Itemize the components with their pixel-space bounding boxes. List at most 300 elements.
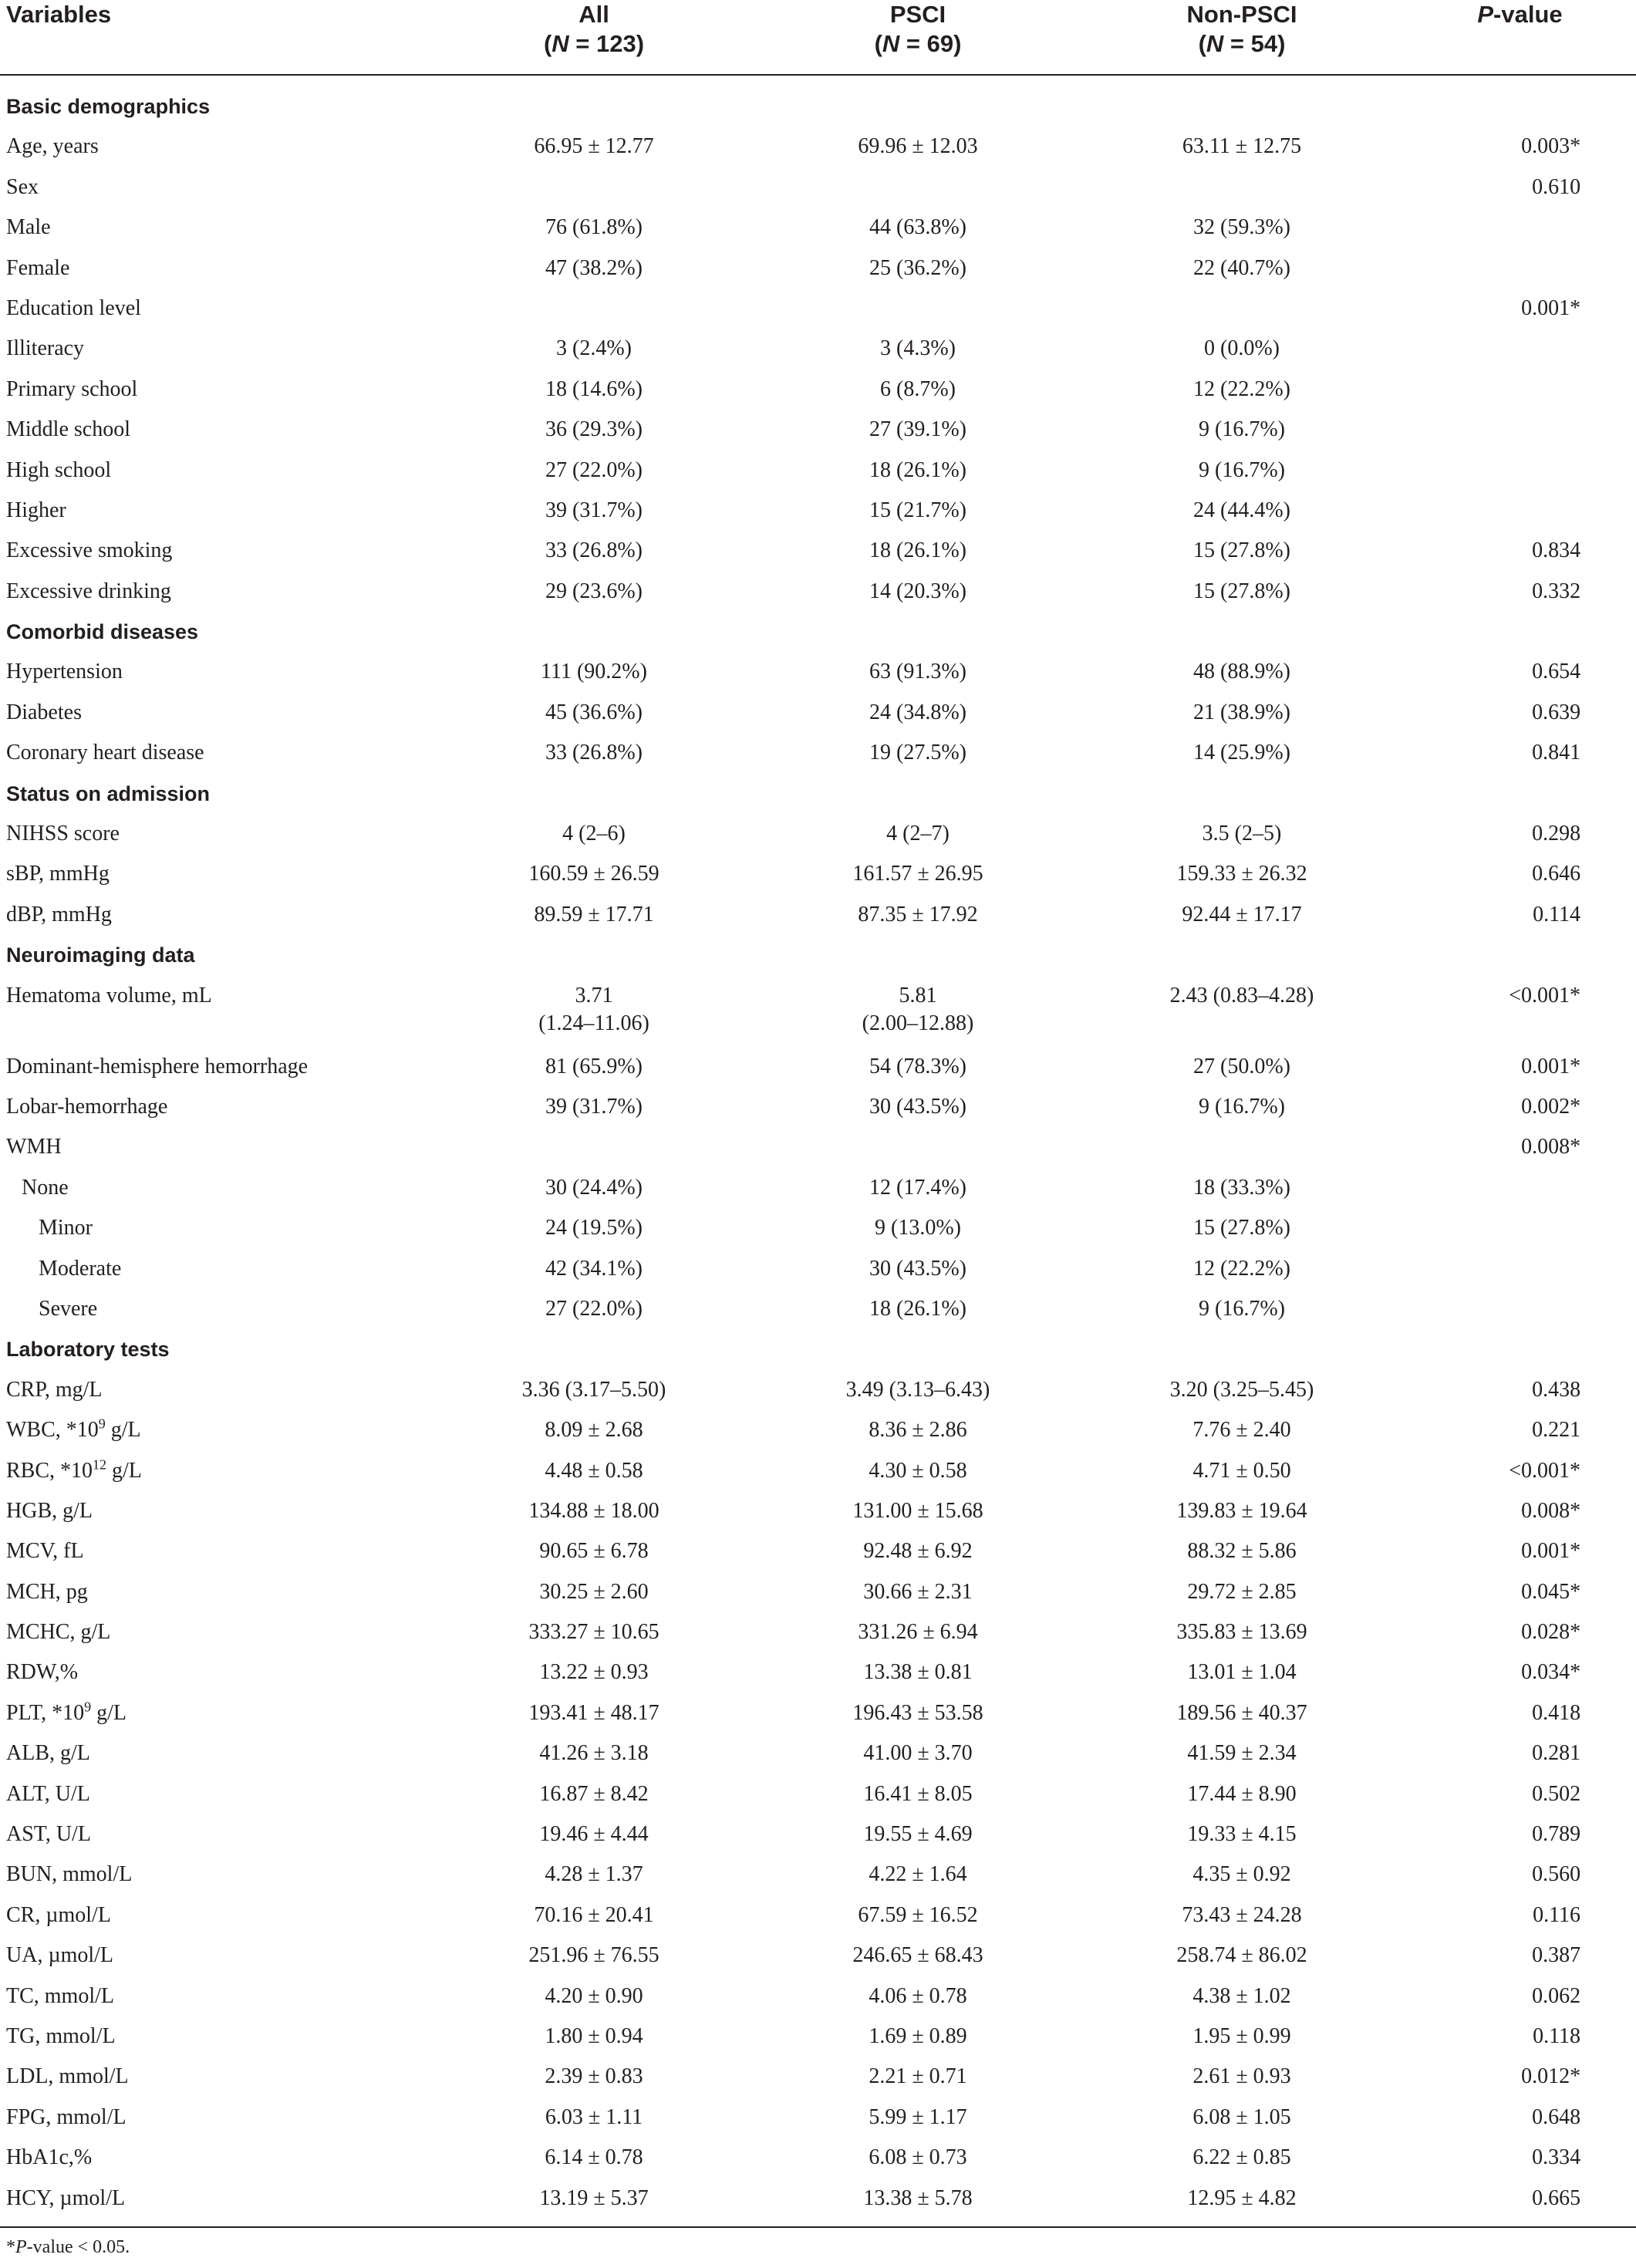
section-header-row (0, 93, 1636, 133)
cell-psci: 246.65 ± 68.43 (852, 1943, 983, 1968)
cell-all: 39 (31.7%) (545, 498, 643, 522)
row-label: Primary school (6, 376, 138, 401)
row-label: Severe (39, 1296, 98, 1321)
cell-psci: 4.22 ± 1.64 (869, 1862, 967, 1887)
cell-psci: 3 (4.3%) (880, 336, 956, 361)
cell-non-psci: 22 (40.7%) (1193, 255, 1290, 280)
row-label: MCV, fL (6, 1539, 84, 1564)
cell-psci: 161.57 ± 26.95 (852, 862, 983, 886)
table-row (0, 1376, 1636, 1416)
cell-psci (756, 1133, 1080, 1173)
cell-psci: 6 (8.7%) (880, 376, 956, 401)
table-row (0, 1174, 1636, 1214)
table-row (0, 1093, 1636, 1133)
row-label: Excessive drinking (6, 579, 171, 603)
cell-all: 111 (90.2%) (541, 660, 647, 684)
cell-p-value: <0.001* (1509, 1458, 1581, 1483)
cell-all: 193.41 ± 48.17 (528, 1700, 659, 1725)
cell-psci: 131.00 ± 15.68 (852, 1498, 983, 1523)
cell-non-psci: 4.38 ± 1.02 (1192, 1983, 1291, 2008)
cell-non-psci: 7.76 ± 2.40 (1192, 1418, 1291, 1443)
cell-psci: 30 (43.5%) (869, 1256, 966, 1281)
cell-psci: 1.69 ± 0.89 (869, 2023, 967, 2048)
cell-psci: 19 (27.5%) (869, 741, 966, 765)
cell-p-value (1404, 1174, 1636, 1214)
cell-p-value: 0.281 (1532, 1741, 1581, 1766)
cell-non-psci: 9 (16.7%) (1199, 417, 1285, 442)
cell-all (432, 174, 756, 214)
cell-p-value: 0.034* (1521, 1660, 1581, 1685)
cell-psci: 16.41 ± 8.05 (863, 1781, 973, 1806)
cell-all: 8.09 ± 2.68 (545, 1418, 643, 1443)
cell-p-value (1404, 255, 1636, 295)
cell-all: 18 (14.6%) (545, 376, 643, 401)
cell-psci: 41.00 ± 3.70 (863, 1741, 973, 1766)
row-label: CRP, mg/L (6, 1377, 103, 1402)
cell-non-psci: 13.01 ± 1.04 (1187, 1660, 1297, 1685)
cell-p-value (1404, 457, 1636, 497)
table-row (0, 174, 1636, 214)
cell-psci: 30.66 ± 2.31 (863, 1579, 973, 1604)
cell-non-psci: 258.74 ± 86.02 (1176, 1943, 1307, 1968)
cell-p-value: 0.002* (1521, 1094, 1581, 1119)
cell-all: 89.59 ± 17.71 (534, 902, 654, 926)
table-row (0, 1497, 1636, 1537)
cell-non-psci: 159.33 ± 26.32 (1176, 862, 1307, 886)
cell-all: 47 (38.2%) (545, 255, 643, 280)
cell-non-psci: 9 (16.7%) (1199, 457, 1285, 482)
cell-non-psci: 19.33 ± 4.15 (1187, 1822, 1297, 1847)
cell-p-value: 0.012* (1521, 2064, 1581, 2089)
table-row (0, 255, 1636, 295)
footnote: *P-value < 0.05. (6, 2237, 130, 2257)
cell-all (432, 1133, 756, 1173)
row-label: sBP, mmHg (6, 862, 110, 886)
cell-p-value: 0.001* (1521, 1539, 1581, 1564)
row-label: HGB, g/L (6, 1498, 93, 1523)
table-row (0, 295, 1636, 335)
cell-all: 6.03 ± 1.11 (545, 2104, 643, 2129)
cell-p-value: 0.789 (1532, 1822, 1581, 1847)
table-row (0, 457, 1636, 497)
section-header-row (0, 1335, 1636, 1375)
table-row (0, 1659, 1636, 1699)
row-label: WBC, $*10^9$ g/L (6, 1416, 141, 1443)
cell-p-value: 0.114 (1533, 902, 1581, 926)
table-row (0, 1861, 1636, 1901)
cell-non-psci: 73.43 ± 24.28 (1182, 1902, 1302, 1927)
cell-non-psci: 14 (25.9%) (1193, 741, 1290, 765)
cell-psci: 12 (17.4%) (869, 1175, 966, 1200)
row-label: MCH, pg (6, 1579, 88, 1604)
cell-non-psci: 24 (44.4%) (1193, 498, 1290, 522)
row-label: ALB, g/L (6, 1741, 90, 1766)
cell-all: 30.25 ± 2.60 (539, 1579, 649, 1604)
table-row (0, 497, 1636, 537)
cell-psci: 92.48 ± 6.92 (863, 1539, 973, 1564)
row-label: Diabetes (6, 700, 82, 724)
row-label: Hypertension (6, 660, 123, 684)
cell-p-value (1404, 497, 1636, 537)
cell-non-psci: 92.44 ± 17.17 (1182, 902, 1302, 926)
table-row (0, 1416, 1636, 1456)
cell-non-psci: 12.95 ± 4.82 (1187, 2185, 1297, 2210)
section-label: Laboratory tests (6, 1338, 170, 1362)
cell-all: 4.48 ± 0.58 (545, 1458, 643, 1483)
cell-all: 160.59 ± 26.59 (528, 862, 659, 886)
cell-all: 6.14 ± 0.78 (545, 2145, 643, 2170)
cell-all: 90.65 ± 6.78 (539, 1539, 649, 1564)
cell-p-value: 0.221 (1532, 1418, 1581, 1443)
cell-p-value (1404, 416, 1636, 456)
row-label: LDL, mmol/L (6, 2064, 129, 2089)
cell-psci: 4.06 ± 0.78 (869, 1983, 967, 2008)
row-label: Age, years (6, 134, 99, 159)
cell-psci: 69.96 ± 12.03 (858, 134, 978, 159)
row-label: MCHC, g/L (6, 1620, 111, 1645)
table-row (0, 1983, 1636, 2023)
cell-non-psci (1080, 1133, 1404, 1173)
cell-psci: 19.55 ± 4.69 (863, 1822, 973, 1847)
row-label: TG, mmol/L (6, 2023, 116, 2048)
table-row (0, 1942, 1636, 1982)
cell-p-value: 0.560 (1532, 1862, 1581, 1887)
cell-non-psci: 9 (16.7%) (1199, 1296, 1285, 1321)
cell-non-psci: 2.43 (0.83–4.28) (1169, 983, 1314, 1007)
cell-all: 24 (19.5%) (545, 1216, 643, 1240)
cell-non-psci (1080, 295, 1404, 335)
section-header-row (0, 618, 1636, 658)
table-row (0, 2063, 1636, 2103)
cell-non-psci (1080, 174, 1404, 214)
cell-all: 251.96 ± 76.55 (528, 1943, 659, 1968)
table-row (0, 699, 1636, 739)
cell-p-value: 0.646 (1532, 862, 1581, 886)
cell-psci: 331.26 ± 6.94 (858, 1620, 978, 1645)
cell-all: 39 (31.7%) (545, 1094, 643, 1119)
cell-non-psci: 29.72 ± 2.85 (1187, 1579, 1297, 1604)
cell-psci (756, 174, 1080, 214)
cell-non-psci: 4.71 ± 0.50 (1192, 1458, 1291, 1483)
cell-all: 16.87 ± 8.42 (539, 1781, 649, 1806)
cell-p-value (1404, 214, 1636, 254)
row-label: TC, mmol/L (6, 1983, 114, 2008)
table-row (0, 1255, 1636, 1295)
cell-psci: 6.08 ± 0.73 (869, 2145, 967, 2170)
table-row (0, 578, 1636, 618)
cell-p-value: 0.001* (1521, 1054, 1581, 1078)
cell-psci: 67.59 ± 16.52 (858, 1902, 978, 1927)
cell-p-value: 0.841 (1532, 741, 1581, 765)
cell-psci: 54 (78.3%) (869, 1054, 966, 1078)
cell-psci: 18 (26.1%) (869, 1296, 966, 1321)
cell-all: 33 (26.8%) (545, 741, 643, 765)
cell-all: 42 (34.1%) (545, 1256, 643, 1281)
row-label: RDW,% (6, 1660, 79, 1685)
cell-p-value: 0.008* (1521, 1498, 1581, 1523)
cell-psci: 3.49 (3.13–6.43) (845, 1377, 990, 1402)
row-label: RBC, $*10^{12}$ g/L (6, 1456, 142, 1483)
table-row (0, 133, 1636, 173)
table-row (0, 1457, 1636, 1497)
cell-all: 81 (65.9%) (545, 1054, 643, 1078)
cell-all: 30 (24.4%) (545, 1175, 643, 1200)
cell-all: 3.36 (3.17–5.50) (521, 1377, 666, 1402)
table-row (0, 1780, 1636, 1821)
section-header-row (0, 780, 1636, 820)
row-label: Female (6, 255, 70, 280)
cell-all: 27 (22.0%) (545, 457, 643, 482)
cell-psci: 15 (21.7%) (869, 498, 966, 522)
cell-p-value (1404, 1255, 1636, 1295)
table-row (0, 416, 1636, 456)
cell-non-psci: 139.83 ± 19.64 (1176, 1498, 1307, 1523)
cell-non-psci: 15 (27.8%) (1193, 579, 1290, 603)
cell-p-value: 0.003* (1521, 134, 1581, 159)
row-label: BUN, mmol/L (6, 1862, 133, 1887)
section-header-row (0, 941, 1636, 981)
cell-non-psci: 4.35 ± 0.92 (1192, 1862, 1291, 1887)
table-row (0, 537, 1636, 577)
table-row (0, 214, 1636, 254)
table-row (0, 658, 1636, 698)
row-label: PLT, $*10^9$ g/L (6, 1699, 127, 1725)
table-row (0, 2023, 1636, 2063)
table-row (0, 1740, 1636, 1780)
cell-non-psci: 17.44 ± 8.90 (1187, 1781, 1297, 1806)
cell-psci: 5.99 ± 1.17 (869, 2104, 967, 2129)
cell-p-value: 0.298 (1532, 822, 1581, 846)
cell-p-value: 0.610 (1532, 174, 1581, 199)
row-label: None (22, 1175, 69, 1200)
cell-p-value: 0.332 (1532, 579, 1581, 603)
cell-non-psci: 21 (38.9%) (1193, 700, 1290, 724)
cell-all: 19.46 ± 4.44 (539, 1822, 649, 1847)
cell-p-value (1404, 1295, 1636, 1335)
row-label: Illiteracy (6, 336, 85, 361)
cell-all: 29 (23.6%) (545, 579, 643, 603)
cell-p-value: 0.028* (1521, 1620, 1581, 1645)
cell-p-value (1404, 376, 1636, 416)
cell-non-psci: 32 (59.3%) (1193, 215, 1290, 240)
cell-psci: 18 (26.1%) (869, 457, 966, 482)
cell-p-value: 0.062 (1532, 1983, 1581, 2008)
table-row (0, 739, 1636, 779)
section-label: Status on admission (6, 781, 211, 805)
cell-p-value: 0.418 (1532, 1700, 1581, 1725)
cell-non-psci: 12 (22.2%) (1193, 376, 1290, 401)
bottom-rule (0, 2226, 1636, 2228)
row-label: Coronary heart disease (6, 741, 204, 765)
cell-non-psci: 12 (22.2%) (1193, 1256, 1290, 1281)
table-row (0, 376, 1636, 416)
row-label: Higher (6, 498, 66, 522)
cell-non-psci: 88.32 ± 5.86 (1187, 1539, 1297, 1564)
cell-psci: 87.35 ± 17.92 (858, 902, 978, 926)
cell-p-value: 0.654 (1532, 660, 1581, 684)
cell-p-value: 0.116 (1533, 1902, 1581, 1927)
cell-non-psci: 41.59 ± 2.34 (1187, 1741, 1297, 1766)
cell-psci: 4 (2–7) (886, 822, 950, 846)
cell-p-value: 0.387 (1532, 1943, 1581, 1968)
cell-p-value: <0.001* (1509, 983, 1581, 1007)
cell-all: 36 (29.3%) (545, 417, 643, 442)
cell-p-value: 0.334 (1532, 2145, 1581, 2170)
cell-all: 3 (2.4%) (556, 336, 632, 361)
header-all: All (N = 123) (543, 1, 645, 57)
cell-p-value: 0.008* (1521, 1135, 1581, 1159)
cell-psci: 44 (63.8%) (869, 215, 966, 240)
row-label: WMH (6, 1135, 62, 1159)
table-row (0, 1902, 1636, 1942)
header-psci: PSCI (N = 69) (874, 1, 962, 57)
cell-all: 3.71 (1.24–11.06) (538, 983, 649, 1035)
cell-all: 76 (61.8%) (545, 215, 643, 240)
row-label: FPG, mmol/L (6, 2104, 126, 2129)
cell-all: 70.16 ± 20.41 (534, 1902, 654, 1927)
cell-all: 41.26 ± 3.18 (539, 1741, 649, 1766)
cell-non-psci: 63.11 ± 12.75 (1182, 134, 1302, 159)
cell-psci: 14 (20.3%) (869, 579, 966, 603)
cell-non-psci: 1.95 ± 0.99 (1192, 2023, 1291, 2048)
cell-p-value: 0.118 (1533, 2023, 1581, 2048)
cell-non-psci: 335.83 ± 13.69 (1176, 1620, 1307, 1645)
cell-all: 2.39 ± 0.83 (545, 2064, 643, 2089)
row-label: Education level (6, 295, 141, 320)
cell-non-psci: 18 (33.3%) (1193, 1175, 1290, 1200)
cell-psci: 5.81 (2.00–12.88) (862, 983, 974, 1035)
table-header (0, 0, 1636, 59)
row-label: Middle school (6, 417, 130, 442)
table-row (0, 820, 1636, 860)
cell-psci: 196.43 ± 53.58 (852, 1700, 983, 1725)
cell-non-psci: 189.56 ± 40.37 (1176, 1700, 1307, 1725)
cell-psci (756, 295, 1080, 335)
table-row (0, 1133, 1636, 1173)
cell-all: 45 (36.6%) (545, 700, 643, 724)
row-label: High school (6, 457, 112, 482)
cell-non-psci: 27 (50.0%) (1193, 1054, 1290, 1078)
cell-all: 333.27 ± 10.65 (528, 1620, 659, 1645)
row-label: Minor (39, 1216, 93, 1240)
cell-psci: 13.38 ± 5.78 (863, 2185, 973, 2210)
row-label: Lobar-hemorrhage (6, 1094, 168, 1119)
cell-all: 33 (26.8%) (545, 538, 643, 563)
cell-p-value: 0.665 (1532, 2185, 1581, 2210)
top-rule (0, 74, 1636, 76)
cell-non-psci: 9 (16.7%) (1199, 1094, 1285, 1119)
table-row (0, 1618, 1636, 1659)
cell-non-psci: 15 (27.8%) (1193, 1216, 1290, 1240)
section-label: Basic demographics (6, 95, 211, 118)
row-label: Moderate (39, 1256, 122, 1281)
row-label: Male (6, 215, 51, 240)
row-label: HCY, µmol/L (6, 2185, 126, 2210)
header-variables: Variables (6, 1, 112, 28)
cell-psci: 4.30 ± 0.58 (869, 1458, 967, 1483)
cell-psci: 2.21 ± 0.71 (869, 2064, 967, 2089)
row-label: Hematoma volume, mL (6, 983, 212, 1007)
row-label: dBP, mmHg (6, 902, 112, 926)
table-row (0, 1699, 1636, 1740)
cell-non-psci: 6.08 ± 1.05 (1192, 2104, 1291, 2129)
row-label: UA, µmol/L (6, 1943, 114, 1968)
cell-psci: 9 (13.0%) (875, 1216, 961, 1240)
cell-p-value: 0.438 (1532, 1377, 1581, 1402)
table-row (0, 1578, 1636, 1618)
cell-non-psci: 0 (0.0%) (1204, 336, 1280, 361)
cell-non-psci: 3.20 (3.25–5.45) (1169, 1377, 1314, 1402)
cell-psci: 18 (26.1%) (869, 538, 966, 563)
cell-p-value (1404, 335, 1636, 375)
table-row (0, 2144, 1636, 2184)
cell-non-psci: 3.5 (2–5) (1202, 822, 1282, 846)
header-non-psci: Non-PSCI (N = 54) (1186, 1, 1297, 57)
table-row (0, 860, 1636, 900)
table-row (0, 2104, 1636, 2144)
cell-psci: 30 (43.5%) (869, 1094, 966, 1119)
cell-p-value (1404, 1214, 1636, 1254)
cell-all: 4.28 ± 1.37 (545, 1862, 643, 1887)
table-row (0, 1295, 1636, 1335)
cell-p-value: 0.639 (1532, 700, 1581, 724)
cell-non-psci: 2.61 ± 0.93 (1192, 2064, 1291, 2089)
cell-p-value: 0.834 (1532, 538, 1581, 563)
cell-all: 4.20 ± 0.90 (545, 1983, 643, 2008)
table-row (0, 1821, 1636, 1861)
section-label: Neuroimaging data (6, 943, 195, 967)
cell-all: 66.95 ± 12.77 (534, 134, 654, 159)
cell-psci: 63 (91.3%) (869, 660, 966, 684)
cell-psci: 8.36 ± 2.86 (869, 1418, 967, 1443)
cell-non-psci: 6.22 ± 0.85 (1192, 2145, 1291, 2170)
cell-all: 13.19 ± 5.37 (539, 2185, 649, 2210)
cell-all: 13.22 ± 0.93 (539, 1660, 649, 1685)
row-label: Dominant-hemisphere hemorrhage (6, 1054, 309, 1078)
row-label: Sex (6, 174, 39, 199)
row-label: AST, U/L (6, 1822, 91, 1847)
cell-psci: 25 (36.2%) (869, 255, 966, 280)
cell-all: 134.88 ± 18.00 (528, 1498, 659, 1523)
header-p-value: P-value (1477, 1, 1563, 28)
table-row (0, 901, 1636, 941)
row-label: Excessive smoking (6, 538, 173, 563)
cell-all (432, 295, 756, 335)
table-body (0, 93, 1636, 2225)
cell-psci: 24 (34.8%) (869, 700, 966, 724)
table-row (0, 982, 1636, 1053)
row-label: HbA1c,% (6, 2145, 93, 2170)
row-label: NIHSS score (6, 822, 120, 846)
cell-psci: 13.38 ± 0.81 (863, 1660, 973, 1685)
table-row (0, 335, 1636, 375)
cell-p-value: 0.502 (1532, 1781, 1581, 1806)
row-label: CR, µmol/L (6, 1902, 111, 1927)
cell-psci: 27 (39.1%) (869, 417, 966, 442)
section-label: Comorbid diseases (6, 620, 199, 644)
cell-p-value: 0.648 (1532, 2104, 1581, 2129)
cell-non-psci: 15 (27.8%) (1193, 538, 1290, 563)
cell-p-value: 0.001* (1521, 295, 1581, 320)
table-row (0, 1214, 1636, 1254)
cell-all: 1.80 ± 0.94 (545, 2023, 643, 2048)
table-row (0, 1053, 1636, 1093)
cell-all: 4 (2–6) (562, 822, 626, 846)
cell-all: 27 (22.0%) (545, 1296, 643, 1321)
table-row (0, 1537, 1636, 1578)
table-row (0, 2185, 1636, 2225)
row-label: ALT, U/L (6, 1781, 90, 1806)
